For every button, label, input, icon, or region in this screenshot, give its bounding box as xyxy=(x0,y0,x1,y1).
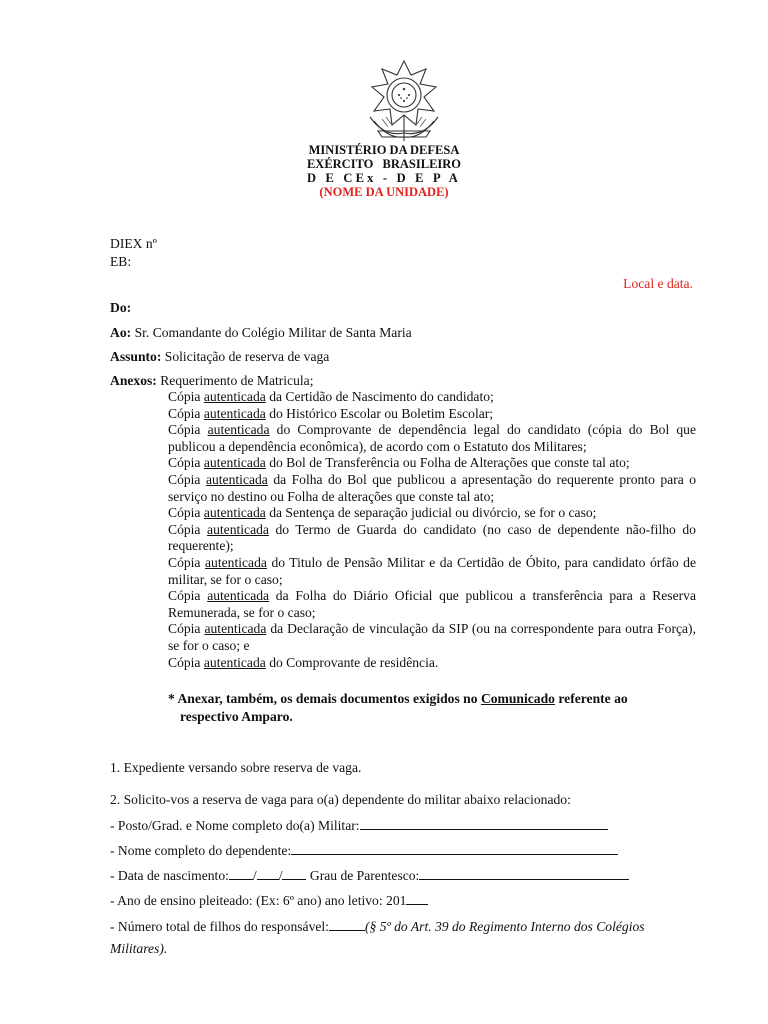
list-item: Cópia autenticada da Folha do Diário Oficial que publicou a transferência para a Reserva Remunerada, se for o caso; xyxy=(168,588,696,620)
list-item: Cópia autenticada do Titulo de Pensão Militar e da Certidão de Óbito, para candidato órfão de militar, se for o caso; xyxy=(168,554,697,587)
birth-month-blank[interactable] xyxy=(257,867,279,880)
list-item: Cópia autenticada da Sentença de separação judicial ou divórcio, se for o caso; xyxy=(168,505,597,521)
department-heading: D E CEx - D E P A xyxy=(306,171,462,185)
list-item: Cópia autenticada do Termo de Guarda do candidato (no caso de dependente não-filho do requerente); xyxy=(168,521,696,554)
field-school-year: - Ano de ensino pleiteado: (Ex: 6º ano) ano letivo: 201 xyxy=(110,892,428,909)
to-label: Ao: xyxy=(110,325,132,340)
field-military-name: - Posto/Grad. e Nome completo do(a) Militar: xyxy=(110,817,608,834)
coat-of-arms-emblem xyxy=(364,57,444,143)
list-item: Cópia autenticada da Folha do Bol que publicou a apresentação do requerente pronto para o serviço no destino ou Folha de alterações que conste tal ato; xyxy=(168,471,696,504)
annexes-list xyxy=(168,389,696,671)
list-item: Cópia autenticada da Declaração de vinculação da SIP (ou na correspondente para outra Força), se for o caso; e xyxy=(168,621,696,653)
list-item: Cópia autenticada do Bol de Transferência ou Folha de Alterações que conste tal ato; xyxy=(168,455,630,471)
paragraph-1: 1. Expediente versando sobre reserva de vaga. xyxy=(110,760,362,775)
birth-year-blank[interactable] xyxy=(282,867,306,880)
attachment-note: * Anexar, também, os demais documentos exigidos no Comunicado referente ao respectivo Amparo. xyxy=(168,691,628,724)
list-item: Cópia autenticada do Histórico Escolar ou Boletim Escolar; xyxy=(168,405,494,421)
subject-text: Solicitação de reserva de vaga xyxy=(164,349,330,364)
kinship-blank[interactable] xyxy=(419,867,629,880)
annex-requerimento: Requerimento de Matricula; xyxy=(160,373,314,388)
ministry-heading: MINISTÉRIO DA DEFESA xyxy=(308,143,460,157)
eb-number: EB: xyxy=(110,254,132,269)
annexes-label: Anexos: xyxy=(110,373,157,388)
field-birth-date: - Data de nascimento: / / Grau de Parentesco: xyxy=(110,867,629,884)
field-dependent-name: - Nome completo do dependente: xyxy=(110,842,618,859)
army-heading: EXÉRCITO BRASILEIRO xyxy=(306,157,462,171)
paragraph-2: 2. Solicito-vos a reserva de vaga para o(a) dependente do militar abaixo relacionado: xyxy=(110,792,571,807)
school-year-blank[interactable] xyxy=(406,892,428,905)
military-name-blank[interactable] xyxy=(360,817,608,830)
from-label: Do: xyxy=(110,300,132,315)
unit-name-placeholder: (NOME DA UNIDADE) xyxy=(319,185,449,199)
to-text: Sr. Comandante do Colégio Militar de Santa Maria xyxy=(134,325,412,340)
children-count-blank[interactable] xyxy=(329,918,365,931)
list-item: Cópia autenticada do Comprovante de dependência legal do candidato (cópia do Bol que publicou a dependência econômica), de acordo com o Estatuto dos Militares; xyxy=(168,422,696,454)
list-item: Cópia autenticada do Comprovante de residência. xyxy=(168,654,439,670)
dependent-name-blank[interactable] xyxy=(291,842,618,855)
to-line xyxy=(110,325,412,341)
field-children-count: - Número total de filhos do responsável: (§ 5º do Art. 39 do Regimento Interno dos Colégios Militares). xyxy=(110,919,645,956)
diex-number: DIEX nº xyxy=(110,236,157,251)
subject-line xyxy=(110,349,329,365)
birth-day-blank[interactable] xyxy=(229,867,253,880)
list-item: Cópia autenticada da Certidão de Nascimento do candidato; xyxy=(168,389,494,404)
comunicado-link[interactable]: Comunicado xyxy=(480,691,555,706)
subject-label: Assunto: xyxy=(110,349,162,364)
annexes-first-line xyxy=(110,373,314,389)
place-and-date: Local e data. xyxy=(623,276,693,291)
